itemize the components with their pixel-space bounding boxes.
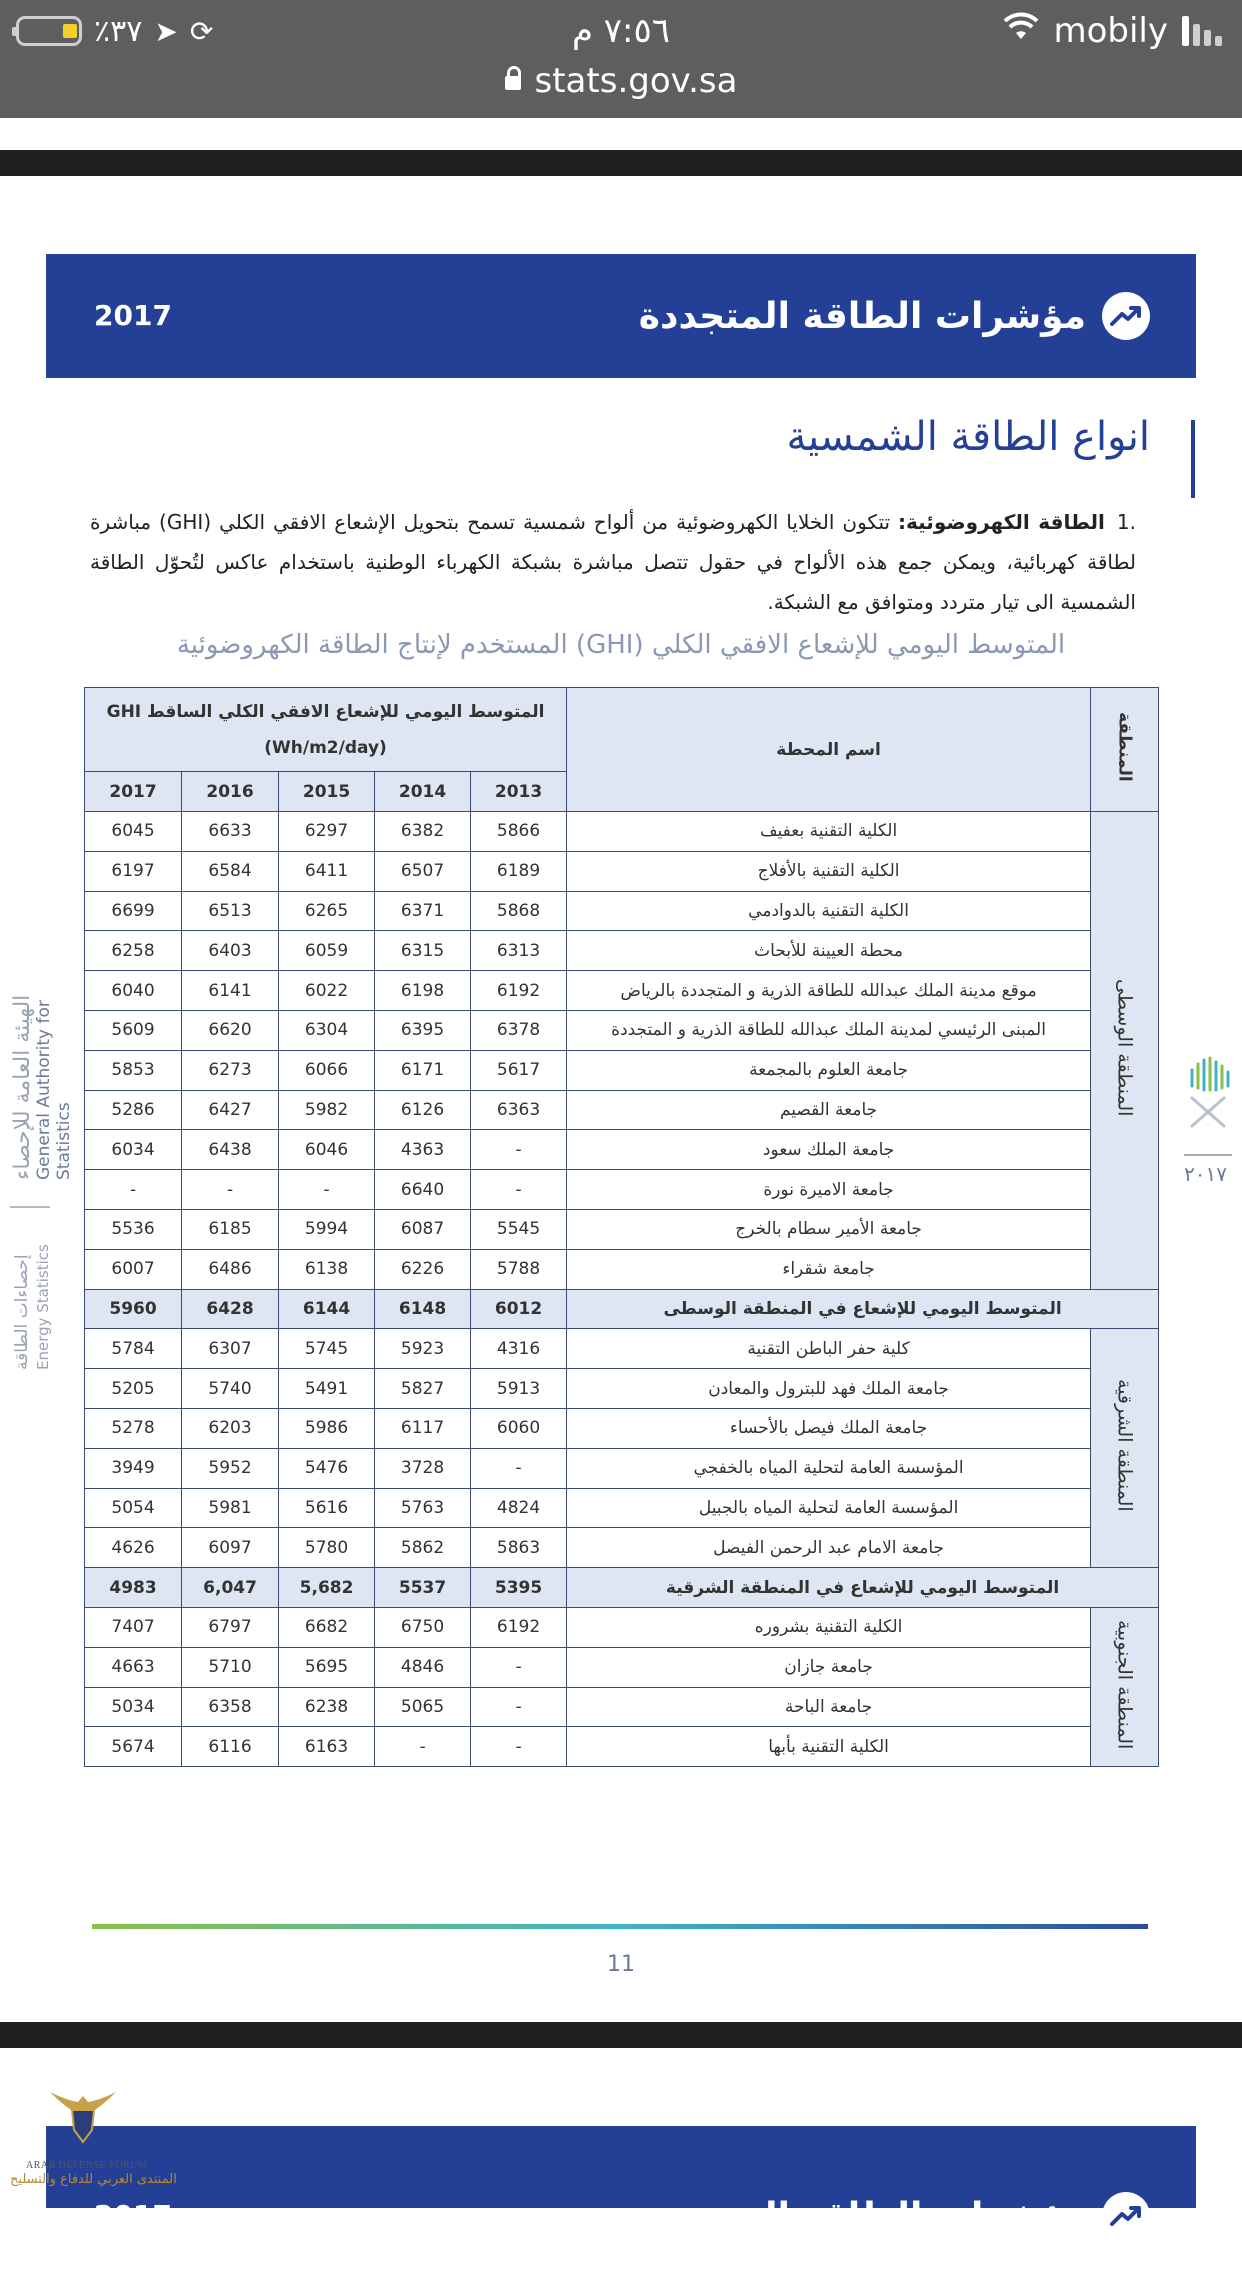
banner-year: 2017: [94, 2199, 172, 2232]
table-row: [85, 1607, 1159, 1647]
vision-year: ٢٠١٧: [1184, 1162, 1227, 1186]
ghi-value: 6203: [182, 1408, 279, 1448]
ghi-value: 5476: [279, 1448, 375, 1488]
ghi-value: -: [375, 1727, 471, 1767]
station-name: موقع مدينة الملك عبدالله للطاقة الذرية و المتجددة بالرياض: [567, 971, 1091, 1011]
ghi-value: 5205: [85, 1369, 182, 1409]
station-name: المؤسسة العامة لتحلية المياه بالخفجي: [567, 1448, 1091, 1488]
vision-divider: [1184, 1154, 1232, 1156]
ghi-value: 4663: [85, 1647, 182, 1687]
ghi-value: 5745: [279, 1329, 375, 1369]
banner-title: مؤشرات الطاقة المتجددة: [638, 295, 1086, 337]
ghi-value: 6403: [182, 931, 279, 971]
table-caption: المتوسط اليومي للإشعاع الافقي الكلي (GHI) المستخدم لإنتاج الطاقة الكهروضوئية: [176, 630, 1066, 660]
station-name: جامعة الامام عبد الرحمن الفيصل: [567, 1528, 1091, 1568]
table-row: [85, 1170, 1159, 1210]
station-name: جامعة الملك سعود: [567, 1130, 1091, 1170]
year-header: 2015: [279, 772, 375, 812]
station-name: جامعة الملك فيصل بالأحساء: [567, 1408, 1091, 1448]
paragraph-lead: الطاقة الكهروضوئية:: [898, 510, 1105, 534]
table-row: [85, 1249, 1159, 1289]
ghi-value: 5780: [279, 1528, 375, 1568]
ghi-value: 6584: [182, 851, 279, 891]
ghi-value: -: [85, 1170, 182, 1210]
ghi-value: 5616: [279, 1488, 375, 1528]
ghi-value: 6197: [85, 851, 182, 891]
ghi-value: 6238: [279, 1687, 375, 1727]
banner-year: 2017: [94, 299, 172, 332]
table-row: [85, 1727, 1159, 1767]
ghi-value: 5923: [375, 1329, 471, 1369]
year-header: 2016: [182, 772, 279, 812]
year-header: 2014: [375, 772, 471, 812]
section-title: انواع الطاقة الشمسية: [786, 414, 1150, 460]
wifi-icon: [1003, 13, 1039, 49]
ghi-value: 5710: [182, 1647, 279, 1687]
ghi-header-unit: (Wh/m2/day): [264, 737, 387, 758]
ghi-value: -: [471, 1130, 567, 1170]
ghi-value: 5784: [85, 1329, 182, 1369]
paragraph-text: تتكون الخلايا الكهروضوئية من ألواح شمسية تسمح بتحويل الإشعاع الافقي الكلي (GHI) مباشرة لطاقة كهربائية، ويمكن جمع هذه الألواح في حقول تتصل مباشرة بشبكة الكهرباء الوطنية باستخدام عاكس لتُحوّل الطاقة الشمسية الى تيار متردد ومتوافق مع الشبكة.: [90, 510, 1136, 614]
ghi-value: 6226: [375, 1249, 471, 1289]
ghi-value: 6171: [375, 1050, 471, 1090]
region-cell: [1091, 1607, 1159, 1766]
page-separator: [0, 2022, 1242, 2048]
table-row: [85, 1329, 1159, 1369]
table-row: [85, 812, 1159, 852]
ghi-value: 5491: [279, 1369, 375, 1409]
table-body: [85, 812, 1159, 1767]
ghi-value: -: [471, 1687, 567, 1727]
ghi-value: 5609: [85, 1010, 182, 1050]
ghi-value: 5054: [85, 1488, 182, 1528]
table-row: [85, 1488, 1159, 1528]
ghi-value: 4824: [471, 1488, 567, 1528]
ghi-value: -: [471, 1647, 567, 1687]
station-name: جامعة القصيم: [567, 1090, 1091, 1130]
ghi-value: 6138: [279, 1249, 375, 1289]
ghi-value: 5034: [85, 1687, 182, 1727]
station-name: محطة العيينة للأبحاث: [567, 931, 1091, 971]
paragraph-number: .1: [1116, 510, 1136, 534]
rotation-lock-icon: ⟳: [189, 14, 214, 48]
ghi-value: 6046: [279, 1130, 375, 1170]
ghi-value: 6313: [471, 931, 567, 971]
station-name: المؤسسة العامة لتحلية المياه بالجبيل: [567, 1488, 1091, 1528]
station-name: جامعة الملك فهد للبترول والمعادن: [567, 1369, 1091, 1409]
ghi-value: 6640: [375, 1170, 471, 1210]
region-cell: [1091, 812, 1159, 1290]
region-average-row: [85, 1289, 1159, 1329]
station-name: جامعة شقراء: [567, 1249, 1091, 1289]
ghi-value: 5994: [279, 1209, 375, 1249]
region-name: المنطقة الشرقية: [1113, 1379, 1136, 1513]
carrier-name: mobily: [1053, 11, 1168, 51]
ghi-value: 6059: [279, 931, 375, 971]
ghi-value: 6507: [375, 851, 471, 891]
station-name: كلية حفر الباطن التقنية: [567, 1329, 1091, 1369]
station-header: اسم المحطة: [567, 688, 1091, 812]
trend-up-icon: [1102, 2192, 1150, 2240]
ghi-value: 6189: [471, 851, 567, 891]
table-row: [85, 1209, 1159, 1249]
battery-percent: ٪٣٧: [94, 13, 143, 49]
banner-title-group: [639, 254, 1150, 378]
ghi-value: 6116: [182, 1727, 279, 1767]
region-average-value: 6428: [182, 1289, 279, 1329]
ghi-value: 6363: [471, 1090, 567, 1130]
ghi-value: 6382: [375, 812, 471, 852]
station-name: جامعة الأمير سطام بالخرج: [567, 1209, 1091, 1249]
page-number: 11: [607, 1952, 635, 1977]
page-separator: [0, 150, 1242, 176]
side-divider: [10, 1206, 50, 1208]
browser-status-bar: [0, 0, 1242, 118]
table-row: [85, 1050, 1159, 1090]
watermark-text-en: ARAB DEFENSE FORUM: [26, 2160, 148, 2171]
ghi-value: 6273: [182, 1050, 279, 1090]
region-average-value: 6144: [279, 1289, 375, 1329]
region-average-value: 4983: [85, 1568, 182, 1608]
vision-2030-logo-icon: [1186, 1056, 1232, 1142]
region-header: المنطقة: [1091, 688, 1159, 812]
ghi-value: 6378: [471, 1010, 567, 1050]
vision-mark: [1180, 1056, 1240, 1196]
ghi-value: 6307: [182, 1329, 279, 1369]
intro-paragraph: [90, 502, 1136, 622]
ghi-value: 6045: [85, 812, 182, 852]
region-average-row: [85, 1568, 1159, 1608]
ghi-value: 6060: [471, 1408, 567, 1448]
table-row: [85, 1687, 1159, 1727]
table-row: [85, 1130, 1159, 1170]
url-text: stats.gov.sa: [534, 61, 738, 101]
ghi-value: 6066: [279, 1050, 375, 1090]
watermark-text-ar: المنتدى العربي للدفاع والتسليح: [10, 2172, 177, 2187]
ghi-value: 4626: [85, 1528, 182, 1568]
ghi-value: 6297: [279, 812, 375, 852]
trend-up-icon: [1102, 292, 1150, 340]
ghi-value: 6371: [375, 891, 471, 931]
ghi-value: 5827: [375, 1369, 471, 1409]
ghi-value: 5536: [85, 1209, 182, 1249]
ghi-value: 6750: [375, 1607, 471, 1647]
forum-watermark: [0, 2080, 177, 2208]
status-right: [1003, 8, 1222, 54]
ghi-value: 6633: [182, 812, 279, 852]
energy-label-en: Energy Statistics: [34, 1244, 52, 1370]
ghi-value: 6438: [182, 1130, 279, 1170]
org-name-en: General Authority for Statistics: [34, 1000, 74, 1180]
ghi-value: 5866: [471, 812, 567, 852]
ghi-value: 6699: [85, 891, 182, 931]
ghi-value: 5674: [85, 1727, 182, 1767]
station-name: الكلية التقنية بأبها: [567, 1727, 1091, 1767]
station-name: جامعة الباحة: [567, 1687, 1091, 1727]
ghi-value: 6126: [375, 1090, 471, 1130]
ghi-table: [84, 687, 1159, 1767]
ghi-value: 5617: [471, 1050, 567, 1090]
table-row: [85, 1090, 1159, 1130]
report-banner: [46, 254, 1196, 378]
ghi-value: 4363: [375, 1130, 471, 1170]
ghi-value: 5695: [279, 1647, 375, 1687]
ghi-value: 5788: [471, 1249, 567, 1289]
table-row: [85, 851, 1159, 891]
station-name: الكلية التقنية بشروره: [567, 1607, 1091, 1647]
region-name: المنطقة الوسطى: [1113, 979, 1136, 1117]
lock-icon: [505, 76, 521, 90]
footer-gradient-line: [92, 1924, 1148, 1929]
org-name-ar: الهيئة العامة للإحصاء: [10, 994, 35, 1180]
year-header: 2013: [471, 772, 567, 812]
ghi-value: 6097: [182, 1528, 279, 1568]
signal-icon: [1182, 16, 1222, 46]
region-average-value: 6148: [375, 1289, 471, 1329]
ghi-value: 6087: [375, 1209, 471, 1249]
region-average-value: 5,682: [279, 1568, 375, 1608]
ghi-value: 6258: [85, 931, 182, 971]
ghi-value: 6411: [279, 851, 375, 891]
ghi-value: -: [182, 1170, 279, 1210]
ghi-value: 5868: [471, 891, 567, 931]
ghi-value: 6682: [279, 1607, 375, 1647]
ghi-value: 6192: [471, 971, 567, 1011]
ghi-value: 3728: [375, 1448, 471, 1488]
ghi-value: 5986: [279, 1408, 375, 1448]
ghi-value: 6040: [85, 971, 182, 1011]
ghi-value: -: [471, 1448, 567, 1488]
ghi-value: 6620: [182, 1010, 279, 1050]
region-average-value: 5395: [471, 1568, 567, 1608]
table-row: [85, 931, 1159, 971]
region-name: المنطقة الجنوبية: [1113, 1619, 1136, 1750]
ghi-value: 5952: [182, 1448, 279, 1488]
table-row: [85, 1647, 1159, 1687]
section-accent-bar: [1191, 420, 1195, 498]
year-header: 2017: [85, 772, 182, 812]
ghi-header-title: المتوسط اليومي للإشعاع الافقي الكلي الساقط GHI: [106, 701, 545, 722]
report-banner-next-page: [46, 2126, 1196, 2237]
station-name: المبنى الرئيسي لمدينة الملك عبدالله للطاقة الذرية و المتجددة: [567, 1010, 1091, 1050]
ghi-value: 6007: [85, 1249, 182, 1289]
region-average-value: 6,047: [182, 1568, 279, 1608]
station-name: جامعة العلوم بالمجمعة: [567, 1050, 1091, 1090]
ghi-value: 5863: [471, 1528, 567, 1568]
ghi-value: 5853: [85, 1050, 182, 1090]
ghi-value: 4846: [375, 1647, 471, 1687]
ghi-header: [85, 688, 567, 772]
energy-label-ar: إحصاءات الطاقة: [12, 1254, 32, 1370]
ghi-value: 5545: [471, 1209, 567, 1249]
ghi-value: 3949: [85, 1448, 182, 1488]
ghi-value: 6034: [85, 1130, 182, 1170]
ghi-value: 6304: [279, 1010, 375, 1050]
ghi-value: 6185: [182, 1209, 279, 1249]
table-row: [85, 1408, 1159, 1448]
address-bar[interactable]: [0, 56, 1242, 106]
ghi-value: 6198: [375, 971, 471, 1011]
ghi-value: 5982: [279, 1090, 375, 1130]
ghi-value: 6192: [471, 1607, 567, 1647]
ghi-value: 7407: [85, 1607, 182, 1647]
side-branding: [10, 950, 74, 1370]
region-cell: [1091, 1329, 1159, 1568]
ghi-value: 6513: [182, 891, 279, 931]
station-name: جامعة الاميرة نورة: [567, 1170, 1091, 1210]
banner-title-group: [639, 2154, 1150, 2278]
ghi-value: 6022: [279, 971, 375, 1011]
station-name: الكلية التقنية بالدوادمي: [567, 891, 1091, 931]
station-name: الكلية التقنية بالأفلاج: [567, 851, 1091, 891]
location-arrow-icon: ➤: [154, 14, 178, 48]
station-name: جامعة جازان: [567, 1647, 1091, 1687]
ghi-value: 5763: [375, 1488, 471, 1528]
ghi-value: 6117: [375, 1408, 471, 1448]
ghi-value: 5740: [182, 1369, 279, 1409]
region-average-value: 6012: [471, 1289, 567, 1329]
ghi-value: 6427: [182, 1090, 279, 1130]
ghi-value: 6163: [279, 1727, 375, 1767]
ghi-value: 6358: [182, 1687, 279, 1727]
table-row: [85, 1448, 1159, 1488]
table-row: [85, 1369, 1159, 1409]
ghi-value: 6486: [182, 1249, 279, 1289]
table-row: [85, 971, 1159, 1011]
ghi-value: 6141: [182, 971, 279, 1011]
ghi-value: 5981: [182, 1488, 279, 1528]
ghi-value: 6265: [279, 891, 375, 931]
region-average-value: 5537: [375, 1568, 471, 1608]
clock: ٧:٥٦ م: [571, 11, 671, 51]
table-row: [85, 1010, 1159, 1050]
ghi-value: -: [471, 1170, 567, 1210]
ghi-value: 6797: [182, 1607, 279, 1647]
ghi-value: 5286: [85, 1090, 182, 1130]
eagle-emblem-icon: [48, 2080, 118, 2150]
station-name: الكلية التقنية بعفيف: [567, 812, 1091, 852]
banner-title: مؤشرات الطاقة المتجددة: [638, 2195, 1086, 2237]
region-average-label: المتوسط اليومي للإشعاع في المنطقة الشرقية: [567, 1568, 1159, 1608]
ghi-value: 6315: [375, 931, 471, 971]
ghi-value: -: [279, 1170, 375, 1210]
table-row: [85, 891, 1159, 931]
ghi-value: 6395: [375, 1010, 471, 1050]
table-row: [85, 1528, 1159, 1568]
ghi-value: 5913: [471, 1369, 567, 1409]
ghi-value: 5278: [85, 1408, 182, 1448]
ghi-value: -: [471, 1727, 567, 1767]
ghi-value: 4316: [471, 1329, 567, 1369]
region-average-label: المتوسط اليومي للإشعاع في المنطقة الوسطى: [567, 1289, 1159, 1329]
region-average-value: 5960: [85, 1289, 182, 1329]
ghi-value: 5862: [375, 1528, 471, 1568]
ghi-value: 5065: [375, 1687, 471, 1727]
